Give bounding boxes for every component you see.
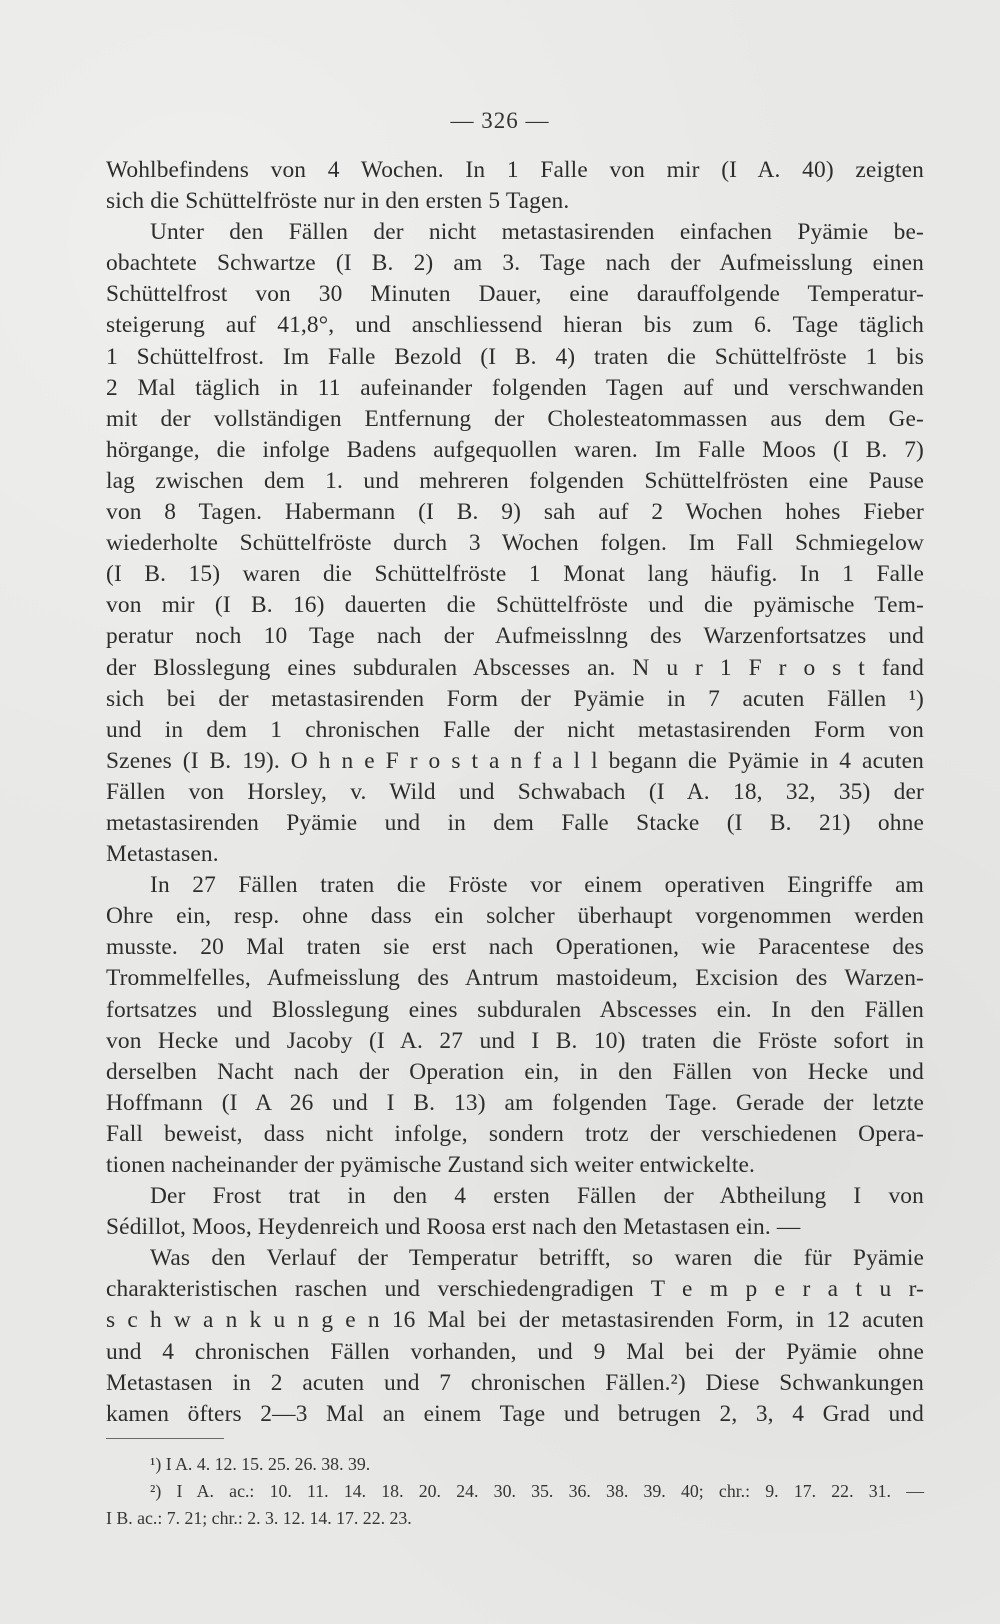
text-line: tionen nacheinander der pyämische Zustand sich weiter entwickelte. — [106, 1152, 755, 1178]
text-line: sich die Schüttelfröste nur in den ersten 5 Tagen. — [106, 188, 570, 215]
text-line: und in dem 1 chronischen Falle der nicht metastasirenden Form von — [106, 716, 924, 743]
footnote-line: ¹) I A. 4. 12. 15. 25. 26. 38. 39. — [150, 1454, 371, 1474]
text-line: Metastasen in 2 acuten und 7 chronischen Fällen.²) Diese Schwankungen — [106, 1369, 924, 1396]
footnote-line: ²) I A. ac.: 10. 11. 14. 18. 20. 24. 30. 35. 36. 38. 39. 40; chr.: 9. 17. 22. 31. — — [150, 1481, 924, 1501]
text-line: Sédillot, Moos, Heydenreich und Roosa erst nach den Metastasen ein. — — [106, 1214, 801, 1241]
text-line: Szenes (I B. 19). O h n e F r o s t a n f a l l begann die Pyämie in 4 acuten — [106, 747, 924, 774]
text-line: Metastasen. — [106, 841, 219, 868]
text-line: Der Frost trat in den 4 ersten Fällen der Abtheilung I von — [150, 1183, 924, 1210]
text-line: sich bei der metastasirenden Form der Pyämie in 7 acuten Fällen ¹) — [106, 685, 924, 712]
text-line: wiederholte Schüttelfröste durch 3 Wochen folgen. Im Fall Schmiegelow — [106, 530, 924, 557]
footnote-line: I B. ac.: 7. 21; chr.: 2. 3. 12. 14. 17. 22. 23. — [106, 1508, 412, 1528]
text-line: von Hecke und Jacoby (I A. 27 und I B. 10) traten die Fröste sofort in — [106, 1027, 924, 1054]
text-line: Wohlbefindens von 4 Wochen. In 1 Falle von mir (I A. 40) zeigten — [106, 157, 924, 183]
footnotes — [106, 1451, 924, 1532]
text-line: derselben Nacht nach der Operation ein, in den Fällen von Hecke und — [106, 1058, 924, 1085]
text-line: 2 Mal täglich in 11 aufeinander folgenden Tagen auf und verschwanden — [106, 374, 924, 401]
text-line: von 8 Tagen. Habermann (I B. 9) sah auf 2 Wochen hohes Fieber — [106, 499, 924, 526]
text-line: Trommelfelles, Aufmeisslung des Antrum mastoideum, Excision des Warzen- — [106, 965, 924, 992]
text-line: der Blosslegung eines subduralen Abscesses an. N u r 1 F r o s t fand — [106, 654, 924, 681]
text-line: Fällen von Horsley, v. Wild und Schwabach (I A. 18, 32, 35) der — [106, 778, 924, 805]
text-line: lag zwischen dem 1. und mehreren folgenden Schüttelfrösten eine Pause — [106, 467, 924, 494]
text-line: Fall beweist, dass nicht infolge, sondern trotz der verschiedenen Opera- — [106, 1120, 924, 1147]
footnote-rule — [106, 1438, 224, 1439]
text-line: obachtete Schwartze (I B. 2) am 3. Tage nach der Aufmeisslung einen — [106, 250, 924, 277]
text-line: (I B. 15) waren die Schüttelfröste 1 Monat lang häufig. In 1 Falle — [106, 561, 924, 588]
text-line: metastasirenden Pyämie und in dem Falle Stacke (I B. 21) ohne — [106, 809, 924, 836]
text-line: und 4 chronischen Fällen vorhanden, und 9 Mal bei der Pyämie ohne — [106, 1338, 924, 1365]
text-line: charakteristischen raschen und verschiedengradigen T e m p e r a t u r- — [106, 1276, 924, 1303]
body-text — [106, 155, 924, 1430]
text-line: fortsatzes und Blosslegung eines subduralen Abscesses ein. In den Fällen — [106, 996, 924, 1023]
text-line: steigerung auf 41,8°, und anschliessend hieran bis zum 6. Tage täglich — [106, 312, 924, 339]
text-line: von mir (I B. 16) dauerten die Schüttelfröste und die pyämische Tem- — [106, 592, 924, 619]
text-line: peratur noch 10 Tage nach der Aufmeisslnng des Warzenfortsatzes und — [106, 623, 924, 650]
text-line: mit der vollständigen Entfernung der Cholesteatommassen aus dem Ge- — [106, 405, 924, 432]
text-line: s c h w a n k u n g e n 16 Mal bei der metastasirenden Form, in 12 acuten — [106, 1307, 924, 1334]
text-line: kamen öfters 2—3 Mal an einem Tage und betrugen 2, 3, 4 Grad und — [106, 1400, 924, 1427]
text-line: In 27 Fällen traten die Fröste vor einem operativen Eingriffe am — [150, 872, 924, 899]
text-line: Schüttelfrost von 30 Minuten Dauer, eine darauffolgende Temperatur- — [106, 281, 924, 308]
text-line: hörgange, die infolge Badens aufgequollen waren. Im Falle Moos (I B. 7) — [106, 436, 924, 463]
text-line: Was den Verlauf der Temperatur betrifft, so waren die für Pyämie — [150, 1245, 924, 1272]
page-number: — 326 — — [450, 108, 550, 133]
text-line: Ohre ein, resp. ohne dass ein solcher überhaupt vorgenommen werden — [106, 903, 924, 930]
text-line: Unter den Fällen der nicht metastasirenden einfachen Pyämie be- — [150, 219, 924, 246]
text-line: 1 Schüttelfrost. Im Falle Bezold (I B. 4) traten die Schüttelfröste 1 bis — [106, 343, 924, 370]
text-line: musste. 20 Mal traten sie erst nach Operationen, wie Paracentese des — [106, 934, 924, 961]
text-line: Hoffmann (I A 26 und I B. 13) am folgenden Tage. Gerade der letzte — [106, 1089, 924, 1116]
